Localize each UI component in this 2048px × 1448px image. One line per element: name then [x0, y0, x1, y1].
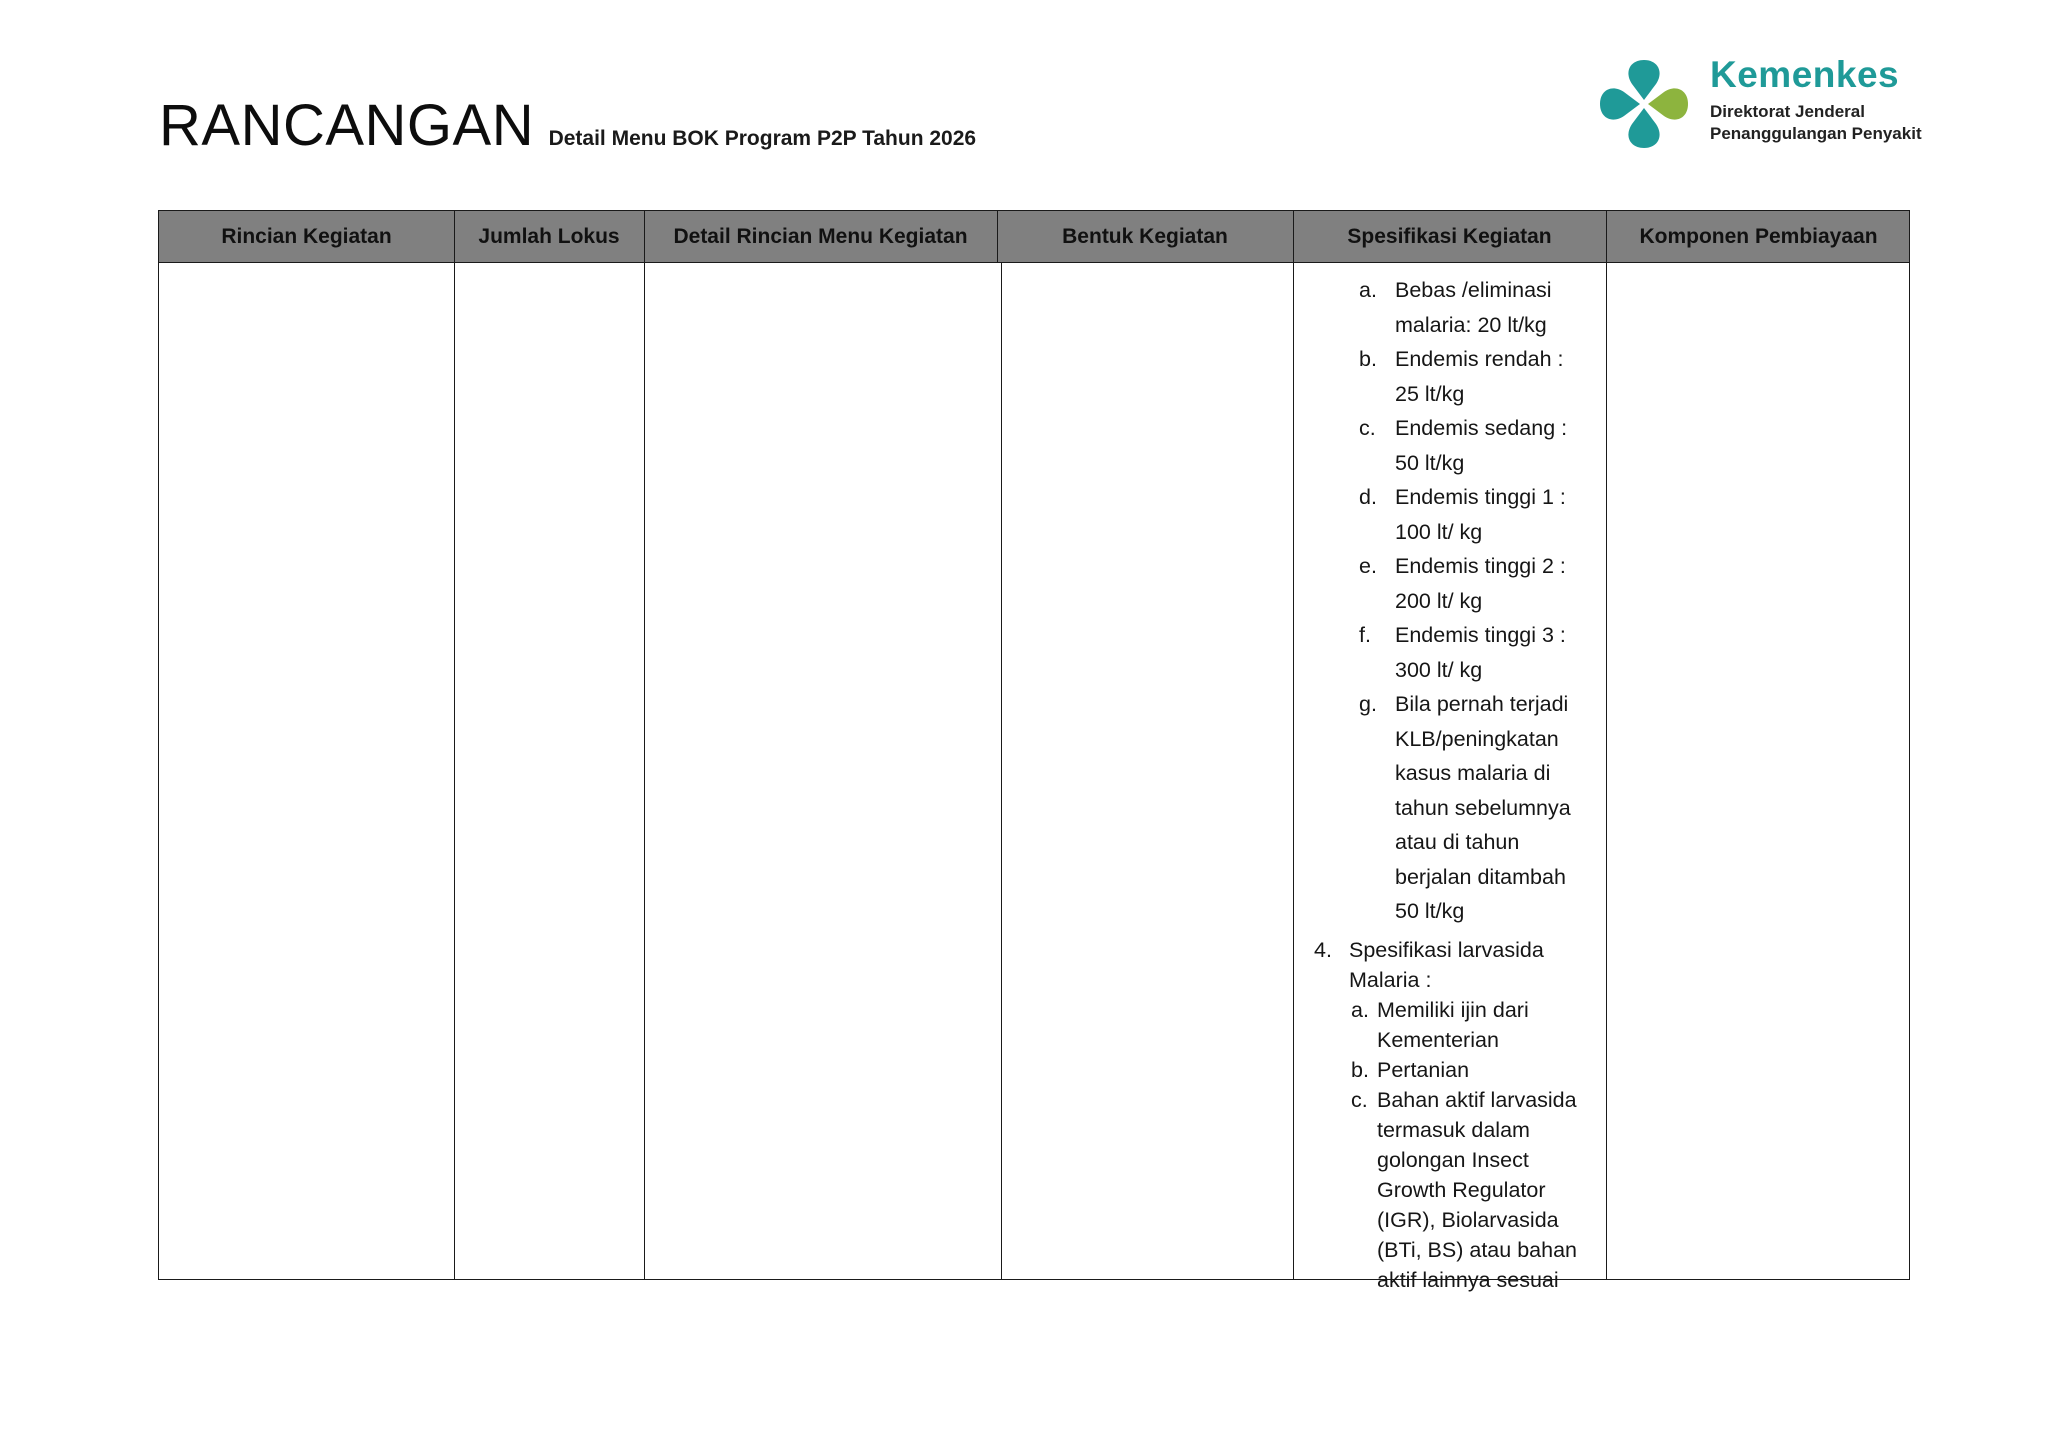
- text-line: aktif lainnya sesuai: [1377, 1267, 1559, 1292]
- text-line: malaria: 20 lt/kg: [1395, 312, 1547, 337]
- list-item-text: [1377, 995, 1607, 1055]
- list-marker: c.: [1351, 1087, 1368, 1112]
- list-item-text: [1395, 273, 1607, 342]
- text-line: Endemis tinggi 1 :: [1395, 485, 1566, 509]
- text-line: 25 lt/kg: [1395, 381, 1465, 406]
- column-divider: [454, 211, 455, 1279]
- text-line: (IGR), Biolarvasida: [1377, 1207, 1559, 1232]
- logo-name: Kemenkes: [1710, 54, 1900, 95]
- text-line: Pertanian: [1377, 1057, 1470, 1082]
- section-title: [1349, 935, 1599, 995]
- column-divider: [1293, 211, 1294, 1279]
- list-marker: e.: [1359, 554, 1377, 578]
- text-line: Endemis rendah :: [1395, 347, 1564, 371]
- list-marker: b.: [1359, 347, 1377, 371]
- text-line: Bebas /eliminasi: [1395, 278, 1552, 302]
- table-header-row: [159, 211, 1909, 263]
- column-divider: [1001, 263, 1002, 1279]
- logo-petal-3: [1628, 108, 1659, 148]
- section-number: 4.: [1314, 937, 1332, 962]
- list-item-text: [1395, 411, 1607, 480]
- text-line: Bahan aktif larvasida: [1377, 1087, 1577, 1112]
- column-divider: [997, 211, 998, 263]
- column-header-komponen-pembiayaan: Komponen Pembiayaan: [1639, 225, 1878, 248]
- list-item-text: [1395, 480, 1607, 549]
- text-line: Bila pernah terjadi: [1395, 692, 1569, 716]
- text-line: 100 lt/ kg: [1395, 519, 1483, 544]
- text-line: golongan Insect: [1377, 1147, 1529, 1172]
- activity-table: [158, 210, 1910, 1292]
- text-line: 50 lt/kg: [1395, 899, 1465, 923]
- list-marker: a.: [1359, 278, 1377, 302]
- kemenkes-logo-icon: [1596, 56, 1692, 152]
- text-line: 50 lt/kg: [1395, 450, 1465, 475]
- text-line: Endemis tinggi 3 :: [1395, 623, 1566, 647]
- list-item-text: [1395, 687, 1607, 929]
- kemenkes-logo: [1596, 54, 1966, 154]
- logo-org-line-2: Penanggulangan Penyakit: [1710, 124, 1922, 143]
- list-item-text: [1395, 342, 1607, 411]
- text-line: Memiliki ijin dari: [1377, 997, 1529, 1022]
- text-line: Growth Regulator: [1377, 1177, 1546, 1202]
- list-item-text: [1377, 1085, 1607, 1295]
- column-header-rincian-kegiatan: Rincian Kegiatan: [221, 225, 392, 248]
- text-line: atau di tahun: [1395, 830, 1520, 854]
- column-header-jumlah-lokus: Jumlah Lokus: [478, 225, 620, 248]
- text-line: KLB/peningkatan: [1395, 726, 1559, 751]
- column-header-bentuk-kegiatan: Bentuk Kegiatan: [1062, 225, 1228, 248]
- list-marker: f.: [1359, 623, 1371, 647]
- text-line: 300 lt/ kg: [1395, 657, 1483, 682]
- text-line: (BTi, BS) atau bahan: [1377, 1237, 1577, 1262]
- column-header-detail-rincian: Detail Rincian Menu Kegiatan: [673, 225, 968, 248]
- logo-org-line-1: Direktorat Jenderal: [1710, 102, 1865, 121]
- list-item-text: [1395, 549, 1607, 618]
- text-line: kasus malaria di: [1395, 761, 1551, 785]
- list-marker: d.: [1359, 485, 1377, 509]
- column-header-spesifikasi-kegiatan: Spesifikasi Kegiatan: [1347, 225, 1552, 248]
- text-line: termasuk dalam: [1377, 1117, 1530, 1142]
- spesifikasi-kegiatan-cell: [1295, 263, 1607, 1292]
- text-line: tahun sebelumnya: [1395, 795, 1571, 820]
- text-line: Malaria :: [1349, 967, 1432, 992]
- list-marker: c.: [1359, 416, 1376, 440]
- list-marker: g.: [1359, 692, 1377, 716]
- logo-petal-4: [1600, 88, 1640, 119]
- title-subtitle: Detail Menu BOK Program P2P Tahun 2026: [548, 127, 977, 150]
- column-divider: [644, 211, 645, 1279]
- text-line: Endemis sedang :: [1395, 416, 1568, 440]
- text-line: berjalan ditambah: [1395, 864, 1566, 889]
- list-marker: a.: [1351, 997, 1369, 1022]
- list-marker: b.: [1351, 1057, 1369, 1082]
- text-line: Spesifikasi larvasida: [1349, 937, 1544, 962]
- text-line: Endemis tinggi 2 :: [1395, 554, 1566, 578]
- text-line: 200 lt/ kg: [1395, 588, 1483, 613]
- document-title: [159, 92, 976, 159]
- logo-petal-1: [1628, 60, 1659, 100]
- list-item-text: [1395, 618, 1607, 687]
- list-item-text: [1377, 1055, 1607, 1085]
- text-line: Kementerian: [1377, 1027, 1499, 1052]
- title-main: RANCANGAN: [159, 93, 535, 158]
- logo-petal-2: [1648, 88, 1688, 119]
